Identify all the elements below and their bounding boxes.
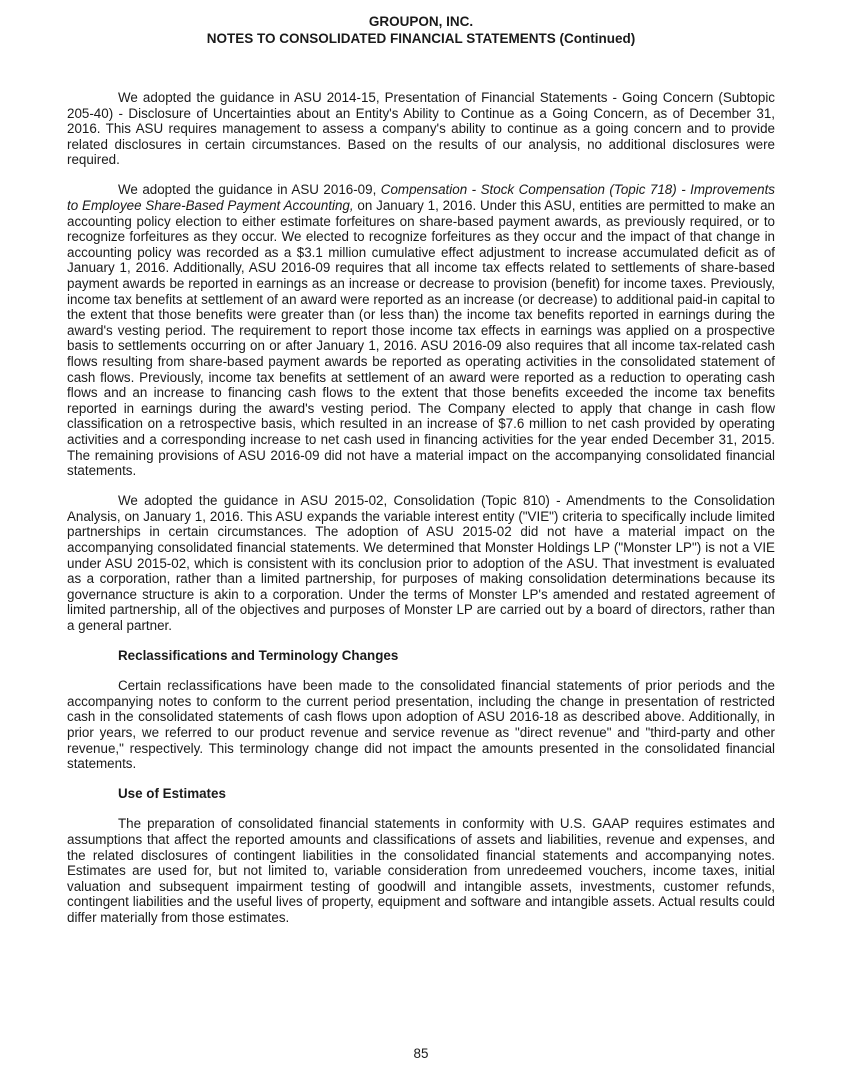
section-heading-estimates: Use of Estimates <box>118 786 226 802</box>
paragraph-rest: on January 1, 2016. Under this ASU, entities are permitted to make an accounting policy election to either estimate forfeitures on share-based payment awards, as previously required, or to recognize forfeitures as they occur. We elected to recognize forfeitures as they occur and the impact of that change in accounting policy was recorded as a $3.1 million cumulative effect adjustment to increase accumulated deficit as of January 1, 2016. Additionally, ASU 2016-09 requires that all income tax effects related to settlements of share-based payment awards be reported in earnings as an increase or decrease to provision (benefit) for income taxes. Previously, income tax benefits at settlement of an award were reported as an increase (or decrease) to additional paid-in capital to the extent that those benefits were greater than (or less than) the income tax benefits reported in earnings during the award's vesting period. The requirement to report those income tax effects in earnings was applied on a prospective basis to settlements occurring on or after January 1, 2016. ASU 2016-09 also requires that all income tax-related cash flows resulting from share-based payment awards be reported as operating activities in the consolidated statement of cash flows. Previously, income tax benefits at settlement of an award were reported as a reduction to operating cash flows and an increase to financing cash flows to the extent that those benefits exceeded the income tax benefits reported in earnings during the award's vesting period. The Company elected to apply that change in cash flow classification on a retrospective basis, which resulted in an increase of $7.6 million to net cash provided by operating activities and a corresponding increase to net cash used in financing activities for the year ended December 31, 2015. The remaining provisions of ASU 2016-09 did not have a material impact on the accompanying consolidated financial statements. <box>67 198 775 479</box>
page-number: 85 <box>413 1046 429 1061</box>
paragraph-lead: We adopted the guidance in ASU 2016-09, <box>118 182 381 198</box>
page-subtitle: NOTES TO CONSOLIDATED FINANCIAL STATEMENTS (Continued) <box>206 31 636 46</box>
paragraph-estimates: The preparation of consolidated financial statements in conformity with U.S. GAAP requires estimates and assumptions that affect the reported amounts and classifications of assets and liabilities, revenue and expenses, and the related disclosures of contingent liabilities in the consolidated financial statements and accompanying notes. Estimates are used for, but not limited to, variable consideration from unredeemed vouchers, income taxes, initial valuation and subsequent impairment testing of goodwill and intangible assets, investments, customer refunds, contingent liabilities and the useful lives of property, equipment and software and intangible assets. Actual results could differ materially from those estimates. <box>67 816 775 925</box>
paragraph-asu-2014-15: We adopted the guidance in ASU 2014-15, Presentation of Financial Statements - Going Concern (Subtopic 205-40) - Disclosure of Uncertainties about an Entity's Ability to Continue as a Going Concern, as of December 31, 2016. This ASU requires management to assess a company's ability to continue as a going concern and to provide related disclosures in certain circumstances. Based on the results of our analysis, no additional disclosures were required. <box>67 90 775 168</box>
paragraph-asu-2016-09 <box>67 182 775 478</box>
document-page <box>67 13 775 940</box>
paragraph-asu-2015-02: We adopted the guidance in ASU 2015-02, Consolidation (Topic 810) - Amendments to the Consolidation Analysis, on January 1, 2016. This ASU expands the variable interest entity ("VIE") criteria to specifically include limited partnerships in certain circumstances. The adoption of ASU 2015-02 did not have a material impact on the accompanying consolidated financial statements. We determined that Monster Holdings LP ("Monster LP") is not a VIE under ASU 2015-02, which is consistent with its conclusion prior to adoption of the ASU. That investment is evaluated as a corporation, rather than a limited partnership, for purposes of making consolidation determinations because its governance structure is akin to a corporation. Under the terms of Monster LP's amended and restated agreement of limited partnership, all of the objectives and purposes of Monster LP are carried out by a board of directors, rather than a general partner. <box>67 493 775 633</box>
standard-title-italic: Compensation - Stock Compensation (Topic 718) - Improvements to Employee Share-Based Payment Accounting, <box>67 182 775 214</box>
company-name: GROUPON, INC. <box>368 14 474 29</box>
document-body <box>67 90 775 926</box>
paragraph-reclassifications: Certain reclassifications have been made to the consolidated financial statements of prior periods and the accompanying notes to conform to the current period presentation, including the change in presentation of restricted cash in the consolidated statements of cash flows upon adoption of ASU 2016-18 as described above. Additionally, in prior years, we referred to our product revenue and service revenue as "direct revenue" and "third-party and other revenue," respectively. This terminology change did not impact the amounts presented in the consolidated financial statements. <box>67 678 775 772</box>
section-heading-reclassifications: Reclassifications and Terminology Changes <box>118 648 399 664</box>
